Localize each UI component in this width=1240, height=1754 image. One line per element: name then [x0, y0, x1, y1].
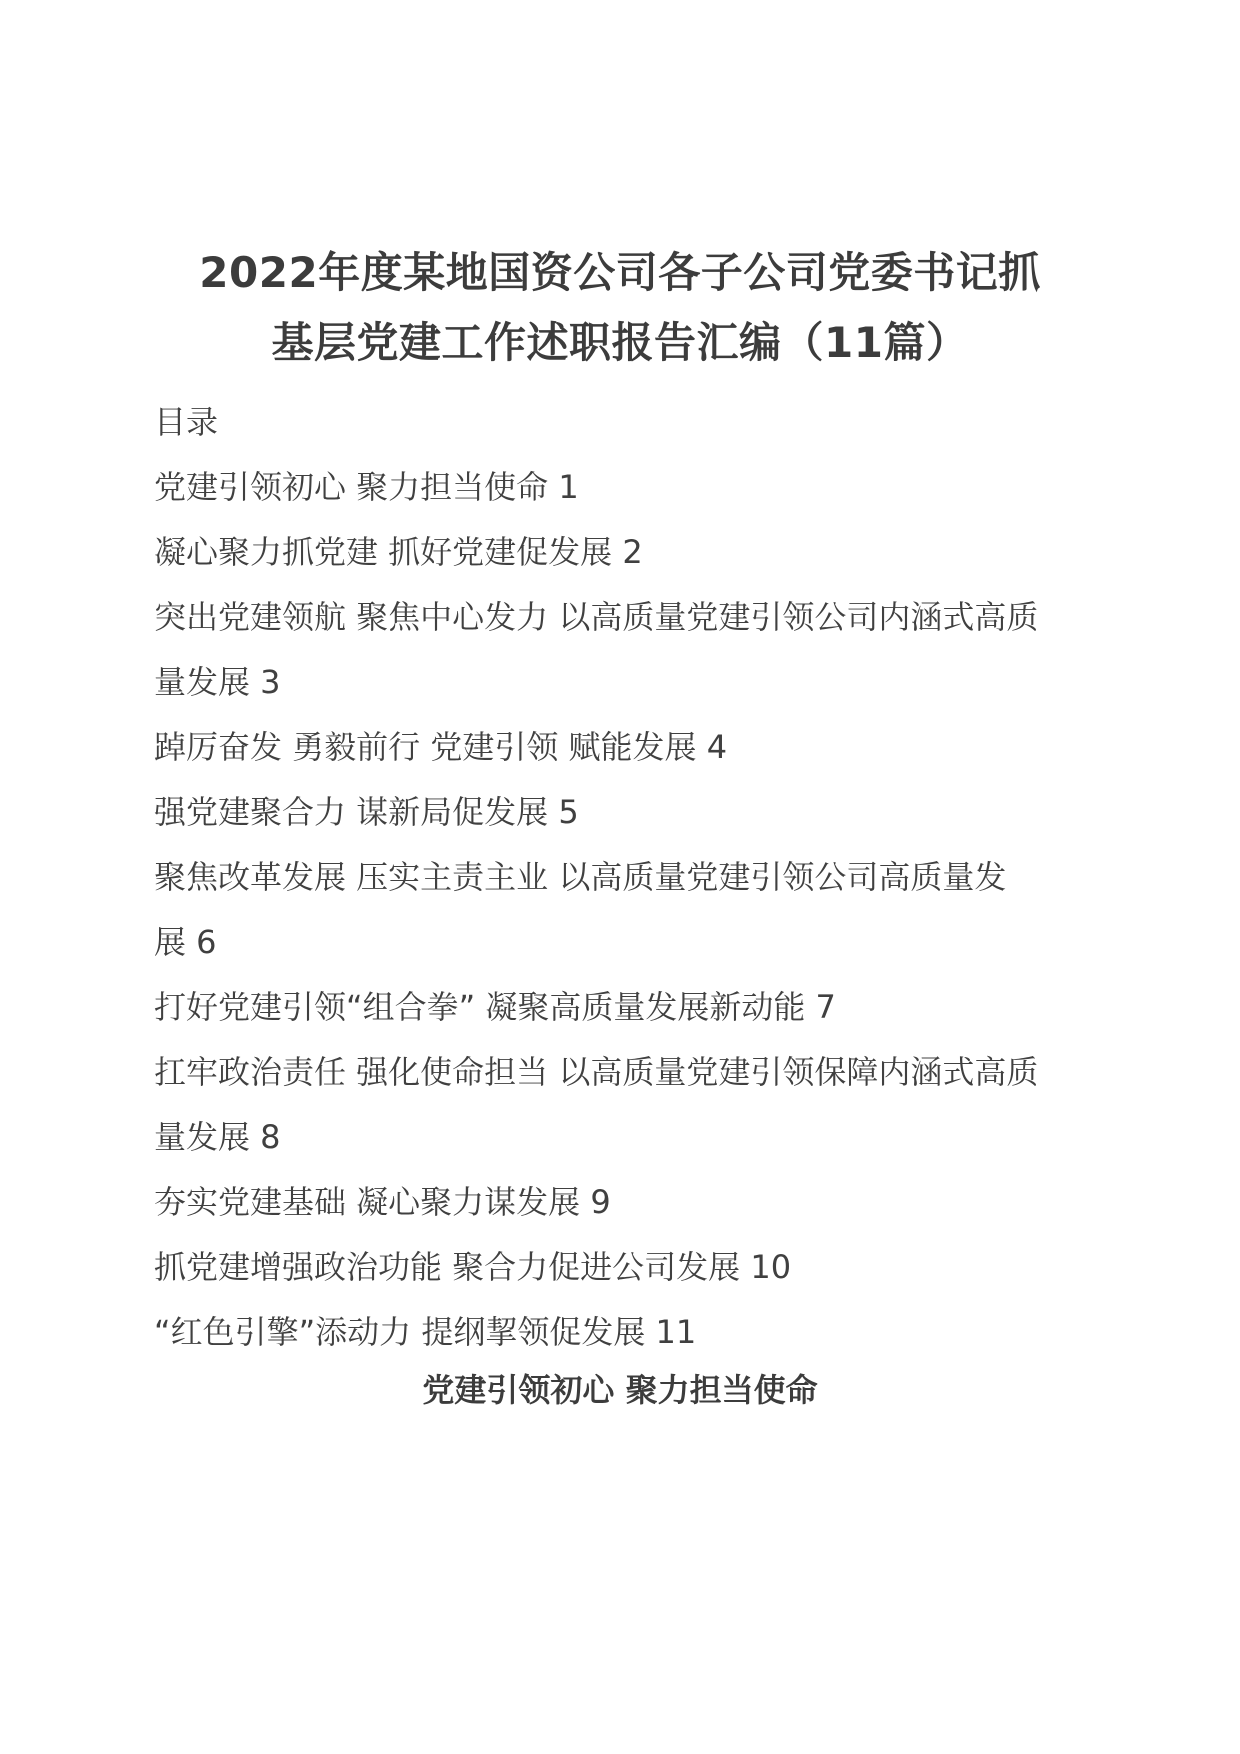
toc-item: 踔厉奋发 勇毅前行 党建引领 赋能发展 4 — [154, 728, 728, 766]
toc-heading: 目录 — [154, 403, 219, 441]
toc-item-continuation: 量发展 8 — [154, 1118, 281, 1156]
toc-item-continuation: 量发展 3 — [154, 663, 281, 701]
toc-item: 聚焦改革发展 压实主责主业 以高质量党建引领公司高质量发 — [154, 858, 1007, 896]
section-title: 党建引领初心 聚力担当使命 — [422, 1371, 818, 1409]
toc-item: 夯实党建基础 凝心聚力谋发展 9 — [154, 1183, 611, 1221]
toc-item: 打好党建引领“组合拳” 凝聚高质量发展新动能 7 — [154, 988, 836, 1026]
toc-item: 强党建聚合力 谋新局促发展 5 — [154, 793, 579, 831]
toc-item: 突出党建领航 聚焦中心发力 以高质量党建引领公司内涵式高质 — [154, 598, 1039, 636]
document-title-line-2: 基层党建工作述职报告汇编（11篇） — [271, 318, 969, 367]
toc-item: 抓党建增强政治功能 聚合力促进公司发展 10 — [154, 1248, 792, 1286]
toc-item-continuation: 展 6 — [154, 923, 217, 961]
toc-item: “红色引擎”添动力 提纲挈领促发展 11 — [154, 1313, 697, 1351]
toc-item: 扛牢政治责任 强化使命担当 以高质量党建引领保障内涵式高质 — [154, 1053, 1039, 1091]
toc-item: 党建引领初心 聚力担当使命 1 — [154, 468, 579, 506]
document-title-line-1: 2022年度某地国资公司各子公司党委书记抓 — [199, 248, 1041, 297]
table-of-contents — [154, 390, 1094, 1365]
document-title — [140, 238, 1100, 378]
toc-item: 凝心聚力抓党建 抓好党建促发展 2 — [154, 533, 643, 571]
